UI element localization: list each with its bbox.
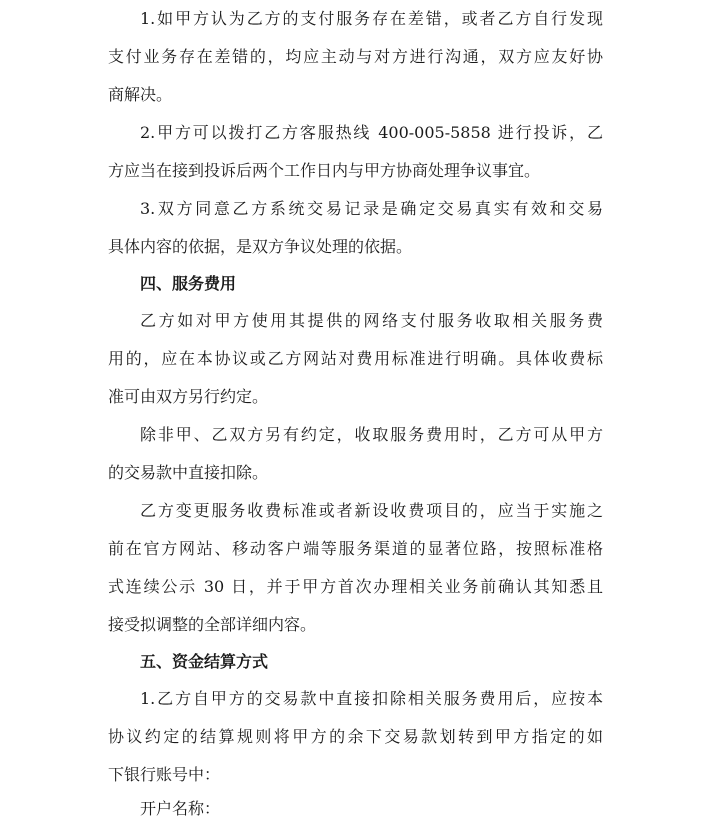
paragraph-6-line-2: 的交易款中直接扣除。 (108, 463, 269, 482)
paragraph-7-line-2: 前在官方网站、移动客户端等服务渠道的显著位路，按照标准格 (108, 539, 603, 558)
paragraph-5-line-1: 乙方如对甲方使用其提供的网络支付服务收取相关服务费 (140, 311, 603, 330)
paragraph-5-line-2: 用的，应在本协议或乙方网站对费用标准进行明确。具体收费标 (108, 349, 603, 368)
section-heading-service-fees: 四、服务费用 (140, 274, 237, 293)
paragraph-2-line-1: 2.甲方可以拨打乙方客服热线 400-005-5858 进行投诉，乙 (140, 123, 603, 142)
paragraph-2-line-2: 方应当在接到投诉后两个工作日内与甲方协商处理争议事宜。 (108, 161, 541, 180)
paragraph-3-line-1: 3.双方同意乙方系统交易记录是确定交易真实有效和交易 (140, 199, 603, 218)
paragraph-9-line-3: 下银行账号中： (108, 765, 221, 784)
paragraph-6-line-1: 除非甲、乙双方另有约定，收取服务费用时，乙方可从甲方 (140, 425, 603, 444)
account-name-label: 开户名称： (140, 799, 221, 818)
paragraph-7-line-3: 式连续公示 30 日，并于甲方首次办理相关业务前确认其知悉且 (108, 577, 603, 596)
paragraph-1-line-3: 商解决。 (108, 85, 173, 104)
paragraph-1-line-2: 支付业务存在差错的，均应主动与对方进行沟通，双方应友好协 (108, 47, 603, 66)
paragraph-7-line-1: 乙方变更服务收费标准或者新设收费项目的，应当于实施之 (140, 501, 603, 520)
section-heading-fund-settlement: 五、资金结算方式 (140, 652, 269, 671)
paragraph-9-line-2: 协议约定的结算规则将甲方的余下交易款划转到甲方指定的如 (108, 727, 603, 746)
paragraph-5-line-3: 准可由双方另行约定。 (108, 387, 269, 406)
paragraph-7-line-4: 接受拟调整的全部详细内容。 (108, 615, 317, 634)
paragraph-9-line-1: 1.乙方自甲方的交易款中直接扣除相关服务费用后，应按本 (140, 689, 603, 708)
paragraph-1-line-1: 1.如甲方认为乙方的支付服务存在差错，或者乙方自行发现 (140, 9, 603, 28)
paragraph-3-line-2: 具体内容的依据，是双方争议处理的依据。 (108, 237, 413, 256)
